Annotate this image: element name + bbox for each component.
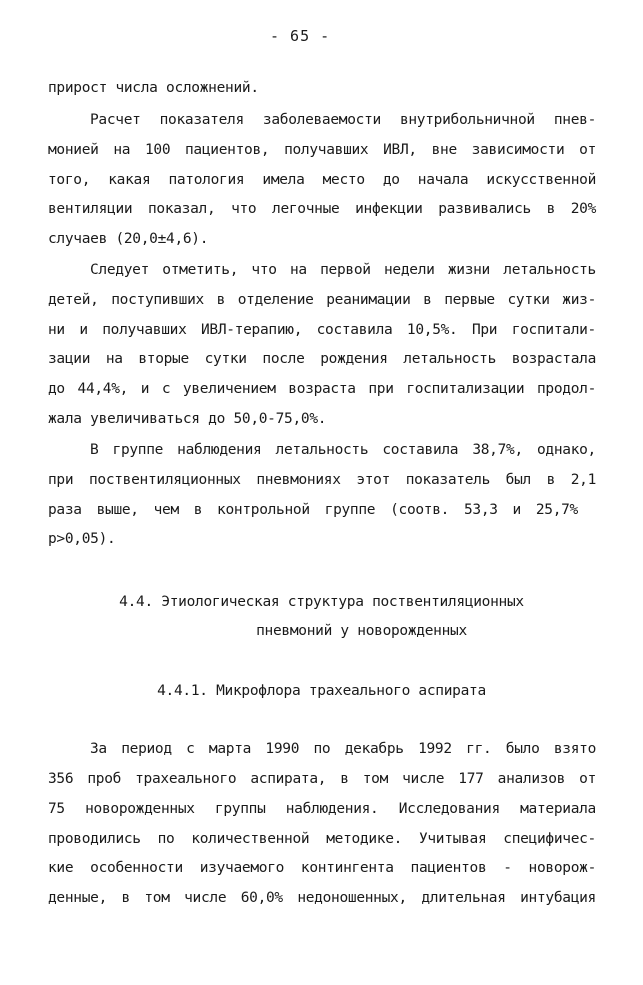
text-line: ни и получавших ИВЛ-терапию, составила 10,5%. При госпитали- [48,322,596,338]
section-heading-line-2: пневмоний у новорожденных [256,623,467,639]
text-line: 75 новорожденных группы наблюдения. Исследования материала [48,801,596,817]
text-line: раза выше, чем в контрольной группе (соотв. 53,3 и 25,7% [48,502,578,518]
text-line: денные, в том числе 60,0% недоношенных, длительная интубация [48,890,596,906]
text-line: жала увеличиваться до 50,0-75,0%. [48,411,327,427]
text-line: вентиляции показал, что легочные инфекции развивались в 20% [48,201,596,217]
text-line: В группе наблюдения летальность составила 38,7%, однако, [90,442,596,458]
section-heading-line-1: 4.4. Этиологическая структура поствентиляционных [119,594,524,610]
text-line: случаев (20,0±4,6). [48,231,209,247]
text-line: Следует отметить, что на первой недели жизни летальность [90,262,596,278]
text-line: детей, поступивших в отделение реанимации в первые сутки жиз- [48,292,596,308]
text-line: монией на 100 пациентов, получавших ИВЛ, вне зависимости от [48,142,596,158]
text-line: проводились по количественной методике. Учитывая специфичес- [48,831,596,847]
text-line: прирост числа осложнений. [48,80,259,96]
text-line: того, какая патология имела место до начала искусственной [48,172,596,188]
text-line: За период с марта 1990 по декабрь 1992 гг. было взято [90,741,596,757]
text-line: p>0,05). [48,531,116,547]
text-line: 356 проб трахеального аспирата, в том числе 177 анализов от [48,771,596,787]
text-line: при поствентиляционных пневмониях этот показатель был в 2,1 [48,472,596,488]
subsection-heading: 4.4.1. Микрофлора трахеального аспирата [157,683,486,699]
text-line: Расчет показателя заболеваемости внутрибольничной пнев- [90,112,596,128]
text-line: кие особенности изучаемого контингента пациентов - новорож- [48,860,596,876]
text-line: до 44,4%, и с увеличением возраста при госпитализации продол- [48,381,596,397]
page-number: - 65 - [270,27,331,45]
text-line: зации на вторые сутки после рождения летальность возрастала [48,351,596,367]
